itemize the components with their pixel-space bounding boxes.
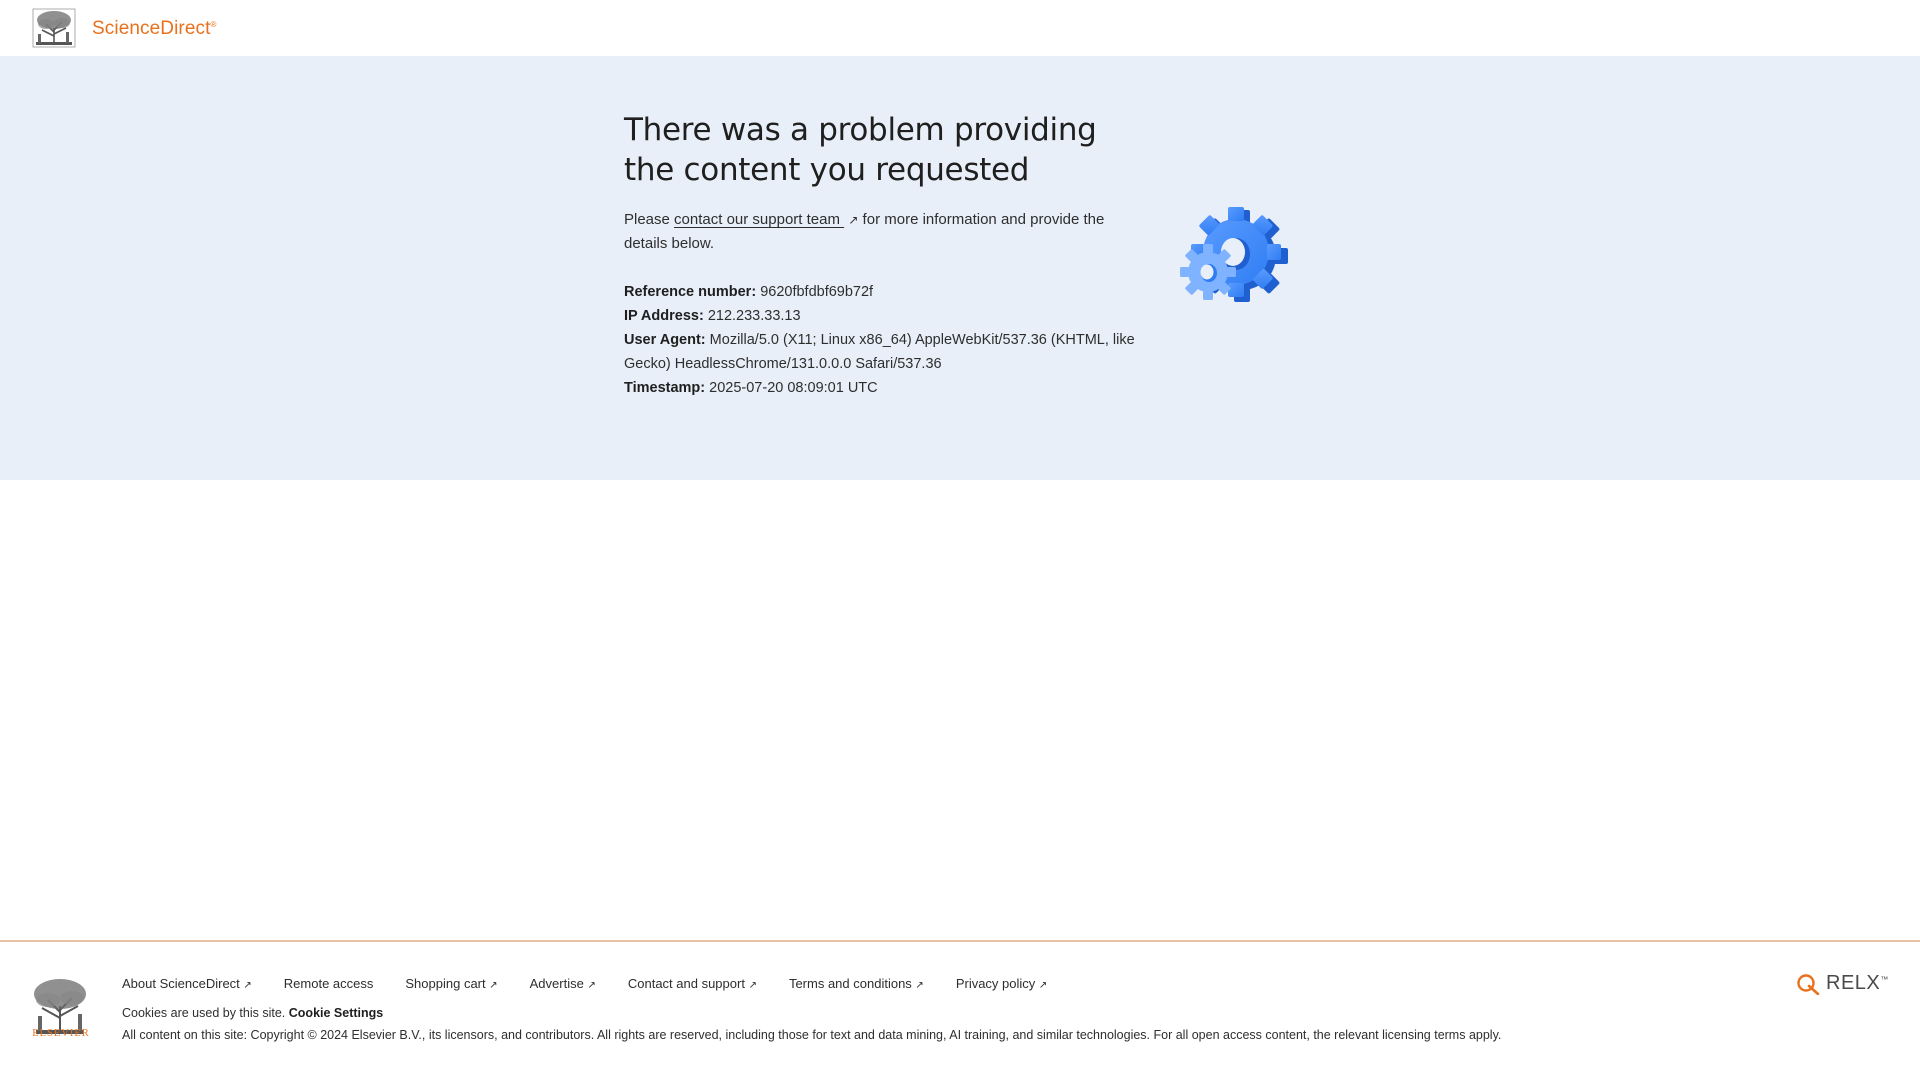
external-link-icon: ↗: [243, 980, 252, 991]
copyright-notice: All content on this site: Copyright © 2024 Elsevier B.V., its licensors, and contributors. All rights are reserved, including those for text and data mining, AI training, and similar technologies. For all open access content, the relevant licensing terms apply.: [122, 1028, 1502, 1042]
support-link-label: contact our support team: [674, 211, 840, 228]
user-agent-row: [624, 328, 1144, 376]
footer-link-remote-access[interactable]: [284, 976, 374, 991]
elsevier-tree-icon: [32, 8, 76, 48]
footer-links: [122, 976, 1079, 991]
page-title: There was a problem providing the content you requested: [624, 112, 1097, 188]
site-header: [0, 0, 1920, 56]
user-agent-label: User Agent:: [624, 332, 706, 348]
elsevier-wordmark: ELSEVIER: [32, 1028, 90, 1039]
cookie-notice: [122, 1006, 383, 1020]
user-agent-value: Mozilla/5.0 (X11; Linux x86_64) AppleWebKit/537.36 (KHTML, like Gecko) HeadlessChrome/131.0.0.0 Safari/537.36: [624, 332, 1135, 372]
intro-prefix: Please: [624, 211, 675, 228]
relx-wordmark: RELX: [1826, 972, 1881, 994]
footer-link-shopping-cart[interactable]: [405, 976, 497, 991]
timestamp-label: Timestamp:: [624, 380, 706, 396]
sciencedirect-logo-link[interactable]: [92, 18, 217, 40]
relx-trademark: ™: [1880, 975, 1889, 984]
site-footer: [0, 940, 1920, 1082]
external-link-icon: ↗: [748, 980, 757, 991]
intro-suffix: for more information and provide the details below.: [624, 211, 1105, 252]
footer-link-label: Advertise: [529, 976, 584, 991]
footer-link-label: About ScienceDirect: [122, 976, 240, 991]
external-link-icon: ↗: [587, 980, 596, 991]
error-details: [624, 280, 1144, 400]
relx-icon: [1796, 973, 1822, 995]
footer-link-label: Privacy policy: [955, 976, 1036, 991]
reference-number-label: Reference number:: [624, 284, 757, 300]
ip-address-label: IP Address:: [624, 308, 704, 324]
external-link-icon: ↗: [1038, 980, 1048, 991]
error-panel: [0, 56, 1920, 480]
ip-address-value: 212.233.33.13: [707, 308, 801, 324]
error-content: [624, 110, 1144, 400]
cookie-settings-button[interactable]: Cookie Settings: [288, 1006, 384, 1020]
contact-support-link[interactable]: [674, 211, 844, 228]
brand-name: ScienceDirect: [92, 18, 211, 39]
footer-link-about[interactable]: [122, 976, 252, 991]
reference-number-value: 9620fbfdbf69b72f: [760, 284, 874, 300]
gear-icon: [1180, 202, 1296, 318]
cookie-notice-text: Cookies are used by this site.: [122, 1006, 286, 1020]
ip-address-row: [624, 304, 1144, 328]
registered-mark: ®: [210, 20, 217, 29]
footer-link-privacy[interactable]: [956, 976, 1047, 991]
timestamp-value: 2025-07-20 08:09:01 UTC: [709, 380, 878, 396]
footer-link-contact-support[interactable]: [628, 976, 757, 991]
footer-link-label: Shopping cart: [405, 976, 486, 991]
error-intro: [624, 208, 1144, 256]
footer-link-terms[interactable]: [789, 976, 924, 991]
timestamp-row: [624, 376, 1144, 400]
footer-link-label: Terms and conditions: [788, 976, 912, 991]
reference-number-row: [624, 280, 1144, 304]
external-link-icon: ↗: [489, 980, 498, 991]
footer-link-advertise[interactable]: [530, 976, 596, 991]
relx-logo-link[interactable]: [1796, 972, 1888, 995]
external-link-icon: ↗: [848, 213, 859, 227]
footer-link-label: Contact and support: [627, 976, 745, 991]
external-link-icon: ↗: [915, 980, 924, 991]
footer-link-label: Remote access: [283, 976, 374, 991]
